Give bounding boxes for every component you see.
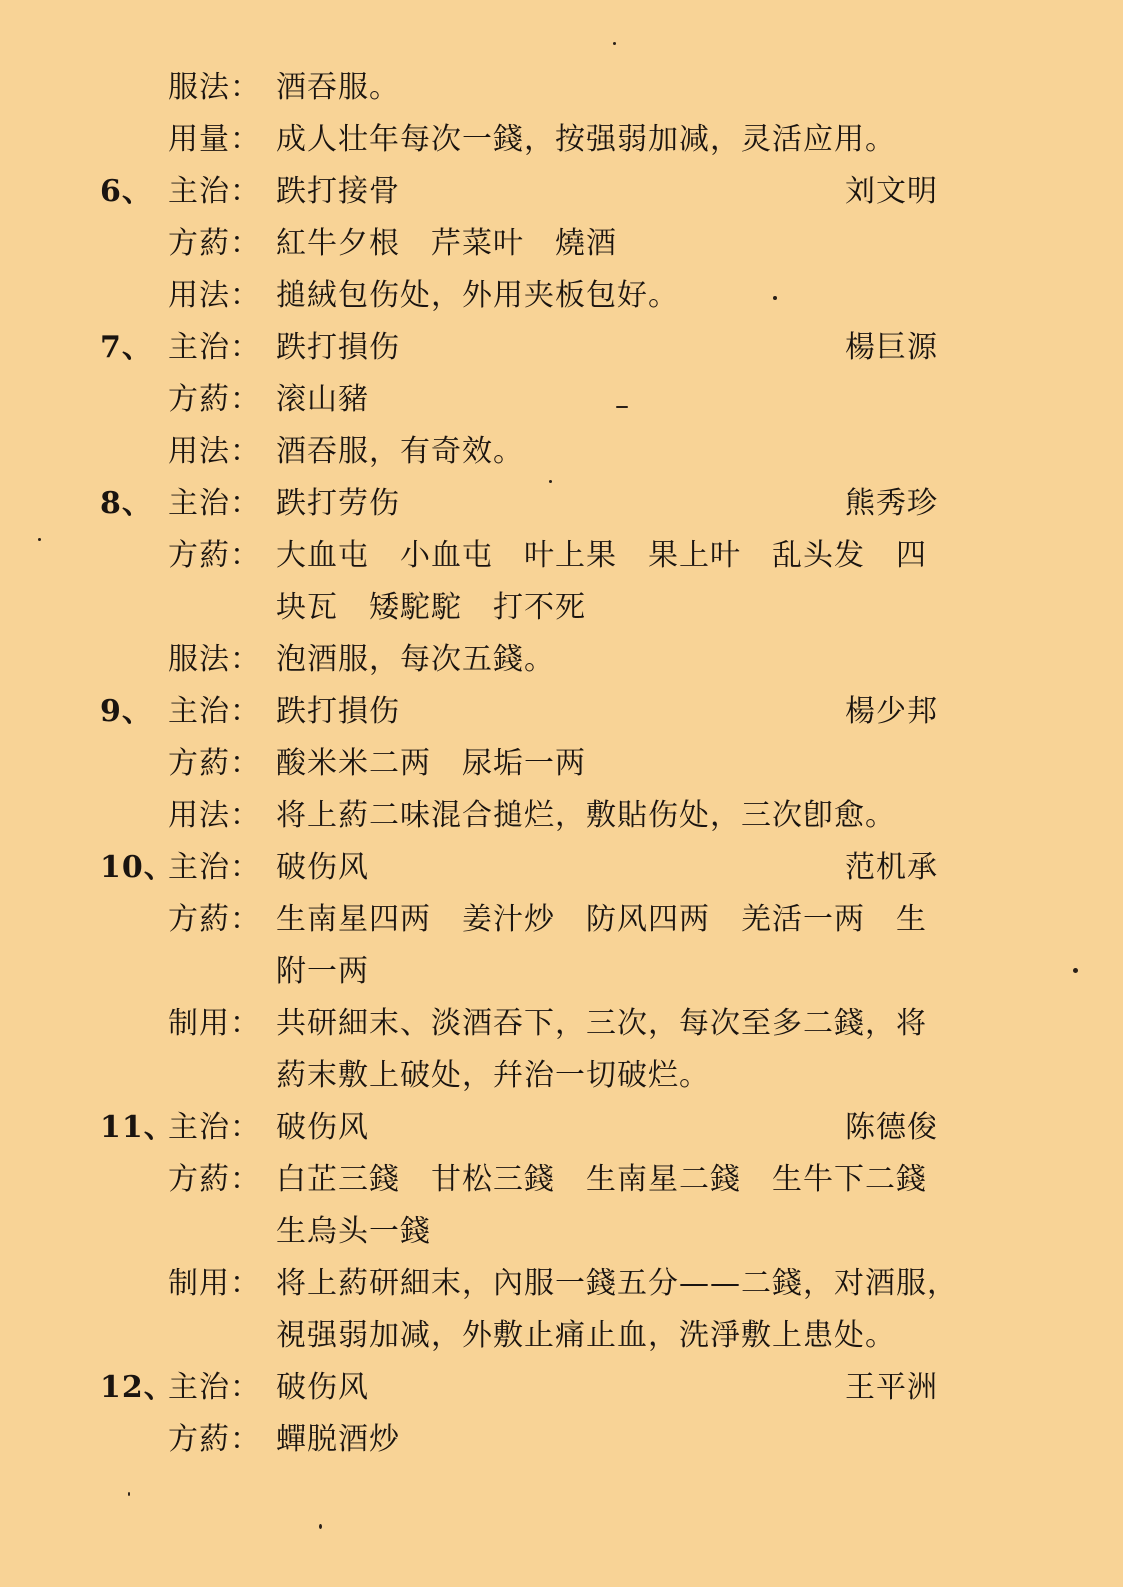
field-label: 主治： — [168, 694, 261, 729]
field-label: 主治： — [168, 1370, 261, 1405]
entry-number: 10、 — [100, 850, 175, 885]
entry-author: 楊少邦 — [845, 694, 938, 729]
entry-number: 9、 — [100, 694, 153, 729]
field-text: 葯末敷上破处，幷治一切破烂。 — [276, 1058, 710, 1093]
scan-speck — [1073, 968, 1078, 973]
field-label: 主治： — [168, 1110, 261, 1145]
field-text: 将上葯二味混合搥烂，敷貼伤处，三次卽愈。 — [276, 798, 896, 833]
entry-author: 熊秀珍 — [845, 486, 938, 521]
field-label: 用量： — [168, 122, 261, 157]
entry-number: 6、 — [100, 174, 153, 209]
field-label: 主治： — [168, 174, 261, 209]
field-text: 白芷三錢 甘松三錢 生南星二錢 生牛下二錢 — [276, 1162, 927, 1197]
field-label: 服法： — [168, 70, 261, 105]
field-label: 主治： — [168, 486, 261, 521]
scan-speck — [616, 406, 628, 408]
field-text: 紅牛夕根 芹菜叶 燒酒 — [276, 226, 617, 261]
field-label: 方葯： — [168, 1422, 261, 1457]
field-text: 泡酒服，每次五錢。 — [276, 642, 555, 677]
field-text: 破伤风 — [276, 1110, 369, 1145]
field-label: 制用： — [168, 1006, 261, 1041]
scan-speck — [613, 42, 616, 45]
entry-author: 刘文明 — [845, 174, 938, 209]
entry-number: 8、 — [100, 486, 153, 521]
field-label: 服法： — [168, 642, 261, 677]
field-label: 方葯： — [168, 538, 261, 573]
entry-author: 范机承 — [845, 850, 938, 885]
field-text: 成人壮年每次一錢，按强弱加减，灵活应用。 — [276, 122, 896, 157]
field-text: 附一两 — [276, 954, 369, 989]
field-text: 块瓦 矮駝駝 打不死 — [276, 590, 586, 625]
field-text: 跌打損伤 — [276, 694, 400, 729]
field-text: 跌打劳伤 — [276, 486, 400, 521]
entry-author: 王平洲 — [845, 1370, 938, 1405]
entry-number: 12、 — [100, 1370, 175, 1405]
field-text: 酸米米二两 尿垢一两 — [276, 746, 586, 781]
field-text: 視强弱加减，外敷止痛止血，洗淨敷上患处。 — [276, 1318, 896, 1353]
field-text: 滚山豬 — [276, 382, 369, 417]
field-label: 方葯： — [168, 226, 261, 261]
field-text: 将上葯研細末，內服一錢五分——二錢，对酒服， — [276, 1266, 958, 1301]
field-label: 制用： — [168, 1266, 261, 1301]
field-label: 用法： — [168, 798, 261, 833]
field-text: 酒吞服。 — [276, 70, 400, 105]
field-label: 主治： — [168, 330, 261, 365]
entry-number: 11、 — [100, 1110, 175, 1145]
field-text: 蟬脱酒炒 — [276, 1422, 400, 1457]
field-text: 跌打損伤 — [276, 330, 400, 365]
field-label: 方葯： — [168, 382, 261, 417]
scan-speck — [38, 538, 41, 541]
field-text: 跌打接骨 — [276, 174, 400, 209]
entry-number: 7、 — [100, 330, 153, 365]
field-text: 共研細末、淡酒吞下，三次，每次至多二錢，将 — [276, 1006, 927, 1041]
field-text: 破伤风 — [276, 850, 369, 885]
field-text: 酒吞服，有奇效。 — [276, 434, 524, 469]
field-label: 用法： — [168, 278, 261, 313]
field-label: 主治： — [168, 850, 261, 885]
field-text: 生烏头一錢 — [276, 1214, 431, 1249]
scan-speck — [549, 480, 552, 483]
field-text: 大血屯 小血屯 叶上果 果上叶 乱头发 四 — [276, 538, 927, 573]
entry-author: 陈德俊 — [845, 1110, 938, 1145]
field-label: 方葯： — [168, 1162, 261, 1197]
entry-author: 楊巨源 — [845, 330, 938, 365]
scan-speck — [128, 1492, 130, 1496]
field-text: 破伤风 — [276, 1370, 369, 1405]
scan-speck — [773, 296, 777, 300]
field-label: 用法： — [168, 434, 261, 469]
scan-speck — [319, 1524, 322, 1529]
field-label: 方葯： — [168, 746, 261, 781]
field-text: 搥絨包伤处，外用夹板包好。 — [276, 278, 679, 313]
field-text: 生南星四两 姜汁炒 防风四两 羌活一两 生 — [276, 902, 927, 937]
field-label: 方葯： — [168, 902, 261, 937]
